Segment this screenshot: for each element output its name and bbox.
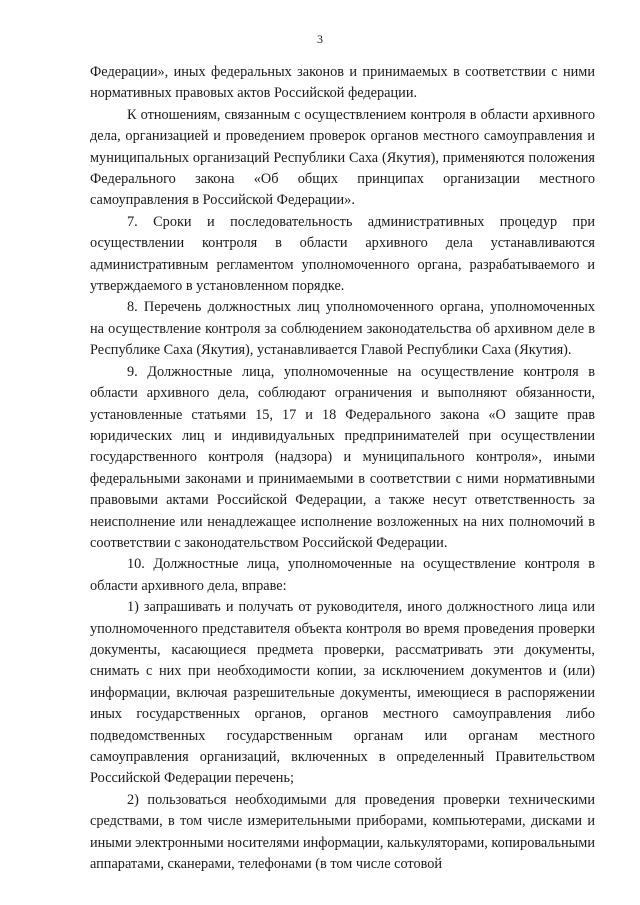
paragraph-10-item-2: 2) пользоваться необходимыми для проведения проверки техническими средствами, в том числе измерительными приборами, компьютерами, дисками и иными электронными носителями информации, калькуляторами, копировальными аппаратами, сканерами, телефонами (в том числе сотовой	[90, 791, 595, 873]
page-number: 3	[317, 32, 323, 46]
document-body	[90, 62, 595, 875]
paragraph-10: 10. Должностные лица, уполномоченные на осуществление контроля в области архивного дела, вправе:	[90, 556, 595, 594]
paragraph-8: 8. Перечень должностных лиц уполномоченного органа, уполномоченных на осуществление контроля за соблюдением законодательства об архивном деле в Республике Саха (Якутия), устанавливается Главой Республики Саха (Якутия).	[90, 299, 595, 359]
paragraph-local-government: К отношениям, связанным с осуществлением контроля в области архивного дела, организацией и проведением проверок органов местного самоуправления и муниципальных организаций Республики Саха (Якутия), применяются положения Федерального закона «Об общих принципах организации местного самоуправления в Российской Федерации».	[90, 106, 595, 209]
paragraph-continuation: Федерации», иных федеральных законов и принимаемых в соответствии с ними нормативных правовых актов Российской федерации.	[90, 64, 595, 102]
paragraph-7: 7. Сроки и последовательность административных процедур при осуществлении контроля в области архивного дела устанавливаются административным регламентом уполномоченного органа, разрабатываемого и утверждаемого в установленном порядке.	[90, 213, 595, 295]
paragraph-9: 9. Должностные лица, уполномоченные на осуществление контроля в области архивного дела, соблюдают ограничения и выполняют обязанности, установленные статьями 15, 17 и 18 Федерального закона «О защите прав юридических лиц и индивидуальных предпринимателей при осуществлении государственного контроля (надзора) и муниципального контроля», иными федеральными законами и принимаемыми в соответствии с ними нормативными правовыми актами Российской Федерации, а также несут ответственность за неисполнение или ненадлежащее исполнение возложенных на них полномочий в соответствии с законодательством Российской Федерации.	[90, 363, 595, 551]
paragraph-10-item-1: 1) запрашивать и получать от руководителя, иного должностного лица или уполномоченного представителя объекта контроля во время проведения проверки документы, касающиеся предмета проверки, рассматривать эти документы, снимать с них при необходимости копии, за исключением документов и (или) информации, включая разрешительные документы, имеющиеся в распоряжении иных государственных органов, органов местного самоуправления либо подведомственных государственным органам или органам местного самоуправления организаций, включенных в определенный Правительством Российской Федерации перечень;	[90, 599, 595, 787]
